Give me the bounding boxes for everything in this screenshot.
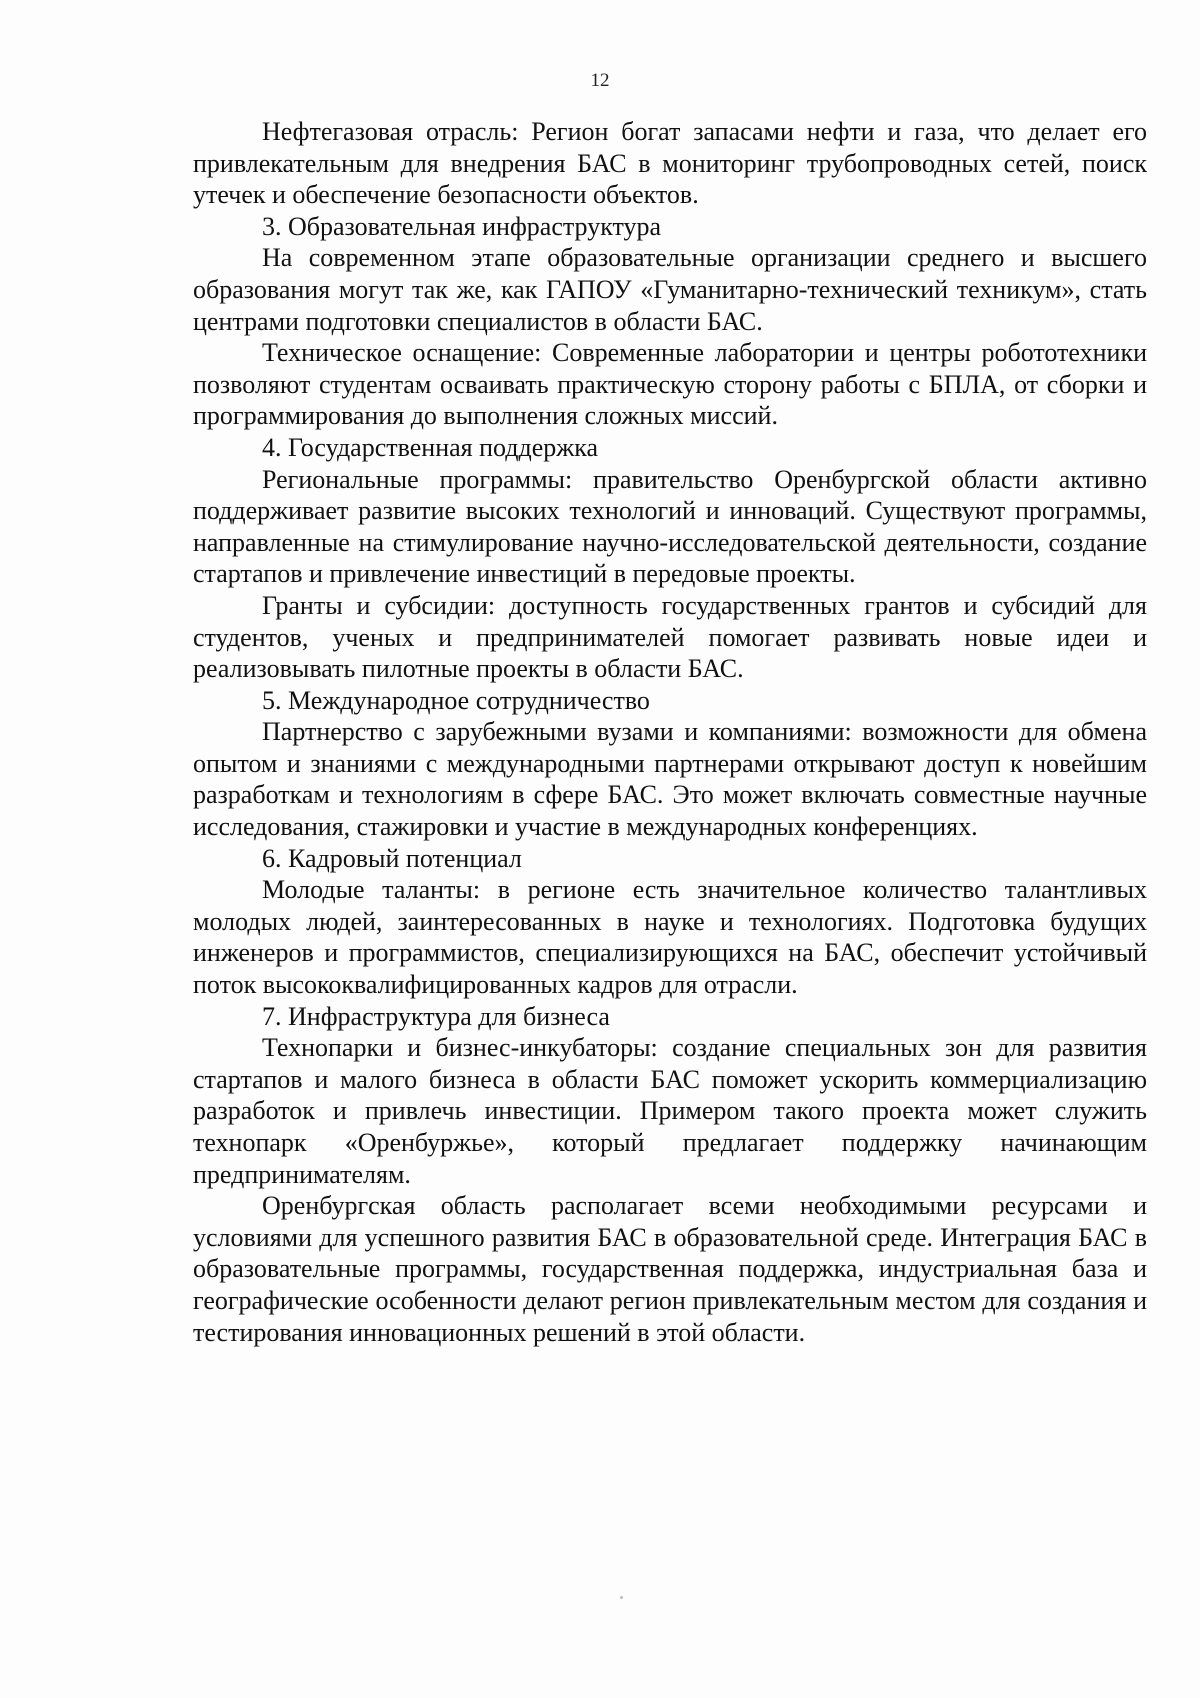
paragraph-education: На современном этапе образовательные организации среднего и высшего образования могут так же, как ГАПОУ «Гуманитарно-технический техникум», стать центрами подготовки специалистов в области БАС.: [193, 243, 1147, 336]
section-heading-state-support: 4. Государственная поддержка: [262, 432, 599, 462]
scan-artifact-dot: [620, 1596, 623, 1599]
paragraph-young-talents: Молодые таланты: в регионе есть значительное количество талантливых молодых людей, заинтересованных в науке и технологиях. Подготовка будущих инженеров и программистов, специализирующихся на БАС, обеспечит устойчивый поток высококвалифицированных кадров для отрасли.: [193, 875, 1147, 1000]
paragraph-grants: Гранты и субсидии: доступность государственных грантов и субсидий для студентов, ученых и предпринимателей помогает развивать новые идеи и реализовывать пилотные проекты в области БАС.: [193, 590, 1147, 684]
paragraph-conclusion: Оренбургская область располагает всеми необходимыми ресурсами и условиями для успешного развития БАС в образовательной среде. Интеграция БАС в образовательные программы, государственная поддержка, индустриальная база и географические особенности делают регион привлекательным местом для создания и тестирования инновационных решений в этой области.: [193, 1191, 1147, 1347]
section-heading-international: 5. Международное сотрудничество: [262, 685, 650, 715]
paragraph-oil-gas: Нефтегазовая отрасль: Регион богат запасами нефти и газа, что делает его привлекательным для внедрения БАС в мониторинг трубопроводных сетей, поиск утечек и обеспечение безопасности объектов.: [193, 117, 1147, 210]
paragraph-technical-equipment: Техническое оснащение: Современные лаборатории и центры робототехники позволяют студентам осваивать практическую сторону работы с БПЛА, от сборки и программирования до выполнения сложных миссий.: [193, 338, 1147, 431]
document-body: [193, 116, 1147, 1348]
paragraph-partnership: Партнерство с зарубежными вузами и компаниями: возможности для обмена опытом и знаниями с международными партнерами открывают доступ к новейшим разработкам и технологиям в сфере БАС. Это может включать совместные научные исследования, стажировки и участие в международных конференциях.: [193, 717, 1147, 842]
section-heading-human-resources: 6. Кадровый потенциал: [262, 843, 522, 873]
paragraph-regional-programs: Региональные программы: правительство Оренбургской области активно поддерживает развитие высоких технологий и инноваций. Существуют программы, направленные на стимулирование научно-исследовательской деятельности, создание стартапов и привлечение инвестиций в передовые проекты.: [193, 464, 1147, 589]
section-heading-education: 3. Образовательная инфраструктура: [262, 211, 662, 241]
paragraph-technoparks: Технопарки и бизнес-инкубаторы: создание специальных зон для развития стартапов и малого бизнеса в области БАС поможет ускорить коммерциализацию разработок и привлечь инвестиции. Примером такого проекта может служить технопарк «Оренбуржье», который предлагает поддержку начинающим предпринимателям.: [193, 1033, 1147, 1189]
page-number: 12: [590, 70, 610, 91]
section-heading-business-infrastructure: 7. Инфраструктура для бизнеса: [262, 1001, 610, 1031]
